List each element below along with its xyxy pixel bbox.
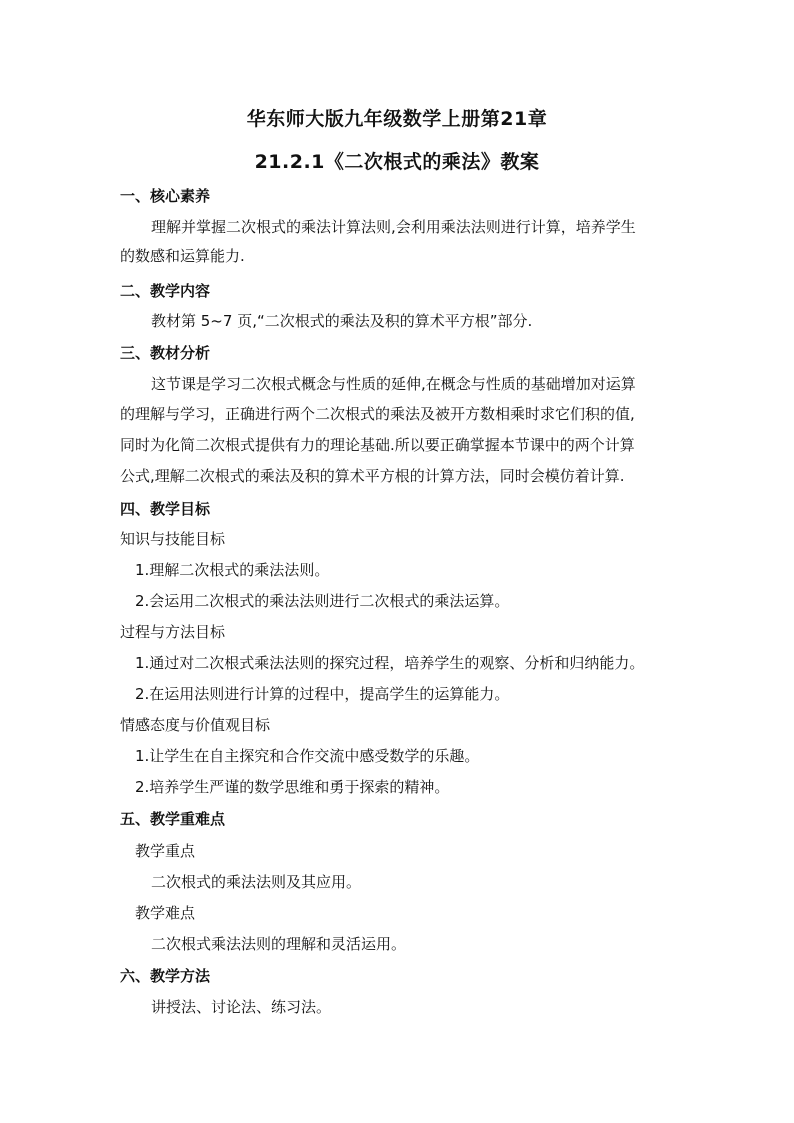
paragraph-line: 这节课是学习二次根式概念与性质的延伸,在概念与性质的基础增加对运算	[151, 375, 636, 393]
paragraph-line: 教材第 5~7 页,“二次根式的乘法及积的算术平方根”部分.	[151, 312, 533, 330]
paragraph-line: 同时为化简二次根式提供有力的理论基础.所以要正确掌握本节课中的两个计算	[120, 436, 635, 454]
objective-item: 1.理解二次根式的乘法法则。	[135, 561, 330, 579]
section-heading-core-literacy: 一、核心素养	[120, 187, 211, 205]
difficult-point-label: 教学难点	[135, 904, 196, 922]
document-title-line-2: 21.2.1《二次根式的乘法》教案	[254, 151, 540, 173]
key-point-text: 二次根式的乘法法则及其应用。	[151, 873, 362, 891]
section-heading-teaching-methods: 六、教学方法	[120, 967, 211, 985]
objective-group-label: 情感态度与价值观目标	[120, 716, 271, 734]
objective-item: 2.会运用二次根式的乘法法则进行二次根式的乘法运算。	[135, 592, 510, 610]
section-heading-textbook-analysis: 三、教材分析	[120, 344, 211, 362]
paragraph-line: 的理解与学习，正确进行两个二次根式的乘法及被开方数相乘时求它们积的值,	[120, 405, 635, 423]
objective-item: 1.通过对二次根式乘法法则的探究过程，培养学生的观察、分析和归纳能力。	[135, 654, 645, 672]
section-heading-teaching-content: 二、教学内容	[120, 282, 211, 300]
objective-item: 2.培养学生严谨的数学思维和勇于探索的精神。	[135, 778, 450, 796]
objective-item: 1.让学生在自主探究和合作交流中感受数学的乐趣。	[135, 747, 480, 765]
difficult-point-text: 二次根式乘法法则的理解和灵活运用。	[151, 935, 407, 953]
section-heading-key-difficult-points: 五、教学重难点	[120, 810, 226, 828]
section-heading-teaching-objectives: 四、教学目标	[120, 500, 211, 518]
paragraph-line: 讲授法、讨论法、练习法。	[151, 998, 332, 1016]
objective-item: 2.在运用法则进行计算的过程中，提高学生的运算能力。	[135, 685, 510, 703]
objective-group-label: 知识与技能目标	[120, 530, 226, 548]
document-title-line-1: 华东师大版九年级数学上册第21章	[246, 108, 548, 130]
paragraph-line: 公式,理解二次根式的乘法及积的算术平方根的计算方法，同时会模仿着计算.	[120, 467, 625, 485]
paragraph-line: 理解并掌握二次根式的乘法计算法则,会利用乘法法则进行计算，培养学生	[151, 218, 636, 236]
objective-group-label: 过程与方法目标	[120, 623, 226, 641]
key-point-label: 教学重点	[135, 842, 196, 860]
paragraph-line: 的数感和运算能力.	[120, 247, 245, 265]
